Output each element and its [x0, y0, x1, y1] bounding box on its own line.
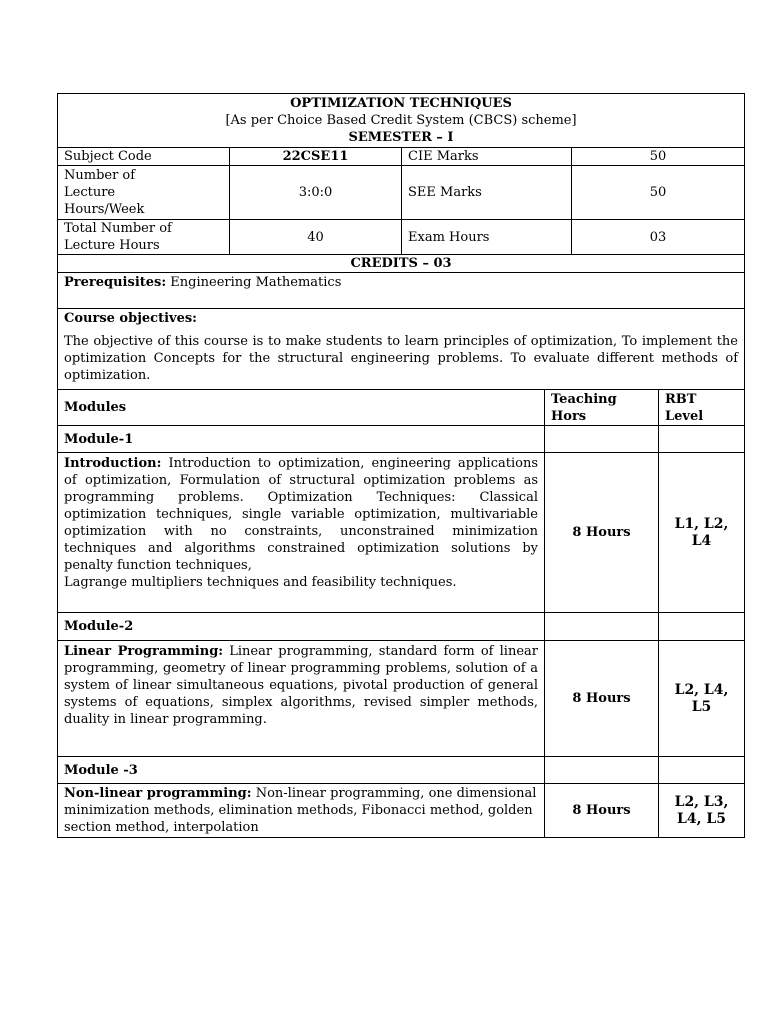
modules-column-header: Modules	[58, 390, 545, 426]
module-1-blank-hours	[545, 426, 659, 453]
module-1-blank-rbt	[659, 426, 745, 453]
info-table	[57, 93, 745, 390]
module-3-topic: Non-linear programming:	[64, 786, 252, 801]
module-3-text: Non-linear programming, one dimensional minimization methods, elimination methods, Fibonacci method, golden section method, interpolation	[64, 786, 537, 835]
module-3-blank-hours	[545, 757, 659, 784]
module-3-content	[58, 784, 545, 838]
see-value: 50	[572, 166, 745, 220]
prerequisites-cell	[58, 273, 745, 309]
course-title: OPTIMIZATION TECHNIQUES	[290, 96, 512, 111]
module-1-title: Module-1	[58, 426, 545, 453]
module-1-rbt: L1, L2, L4	[659, 453, 745, 613]
module-2-text: Linear programming, standard form of linear programming, geometry of linear programming problems, solution of a system of linear simultaneous equations, pivotal production of general systems of equations, simplex algorithms, revised simpler methods, duality in linear programming.	[64, 644, 538, 727]
exam-hours-value: 03	[572, 220, 745, 255]
module-2-title: Module-2	[58, 613, 545, 641]
module-2-content	[58, 641, 545, 757]
lecture-hours-value: 3:0:0	[230, 166, 402, 220]
teaching-column-header: Teaching Hors	[545, 390, 659, 426]
scheme-text: [As per Choice Based Credit System (CBCS) scheme]	[225, 113, 577, 128]
subject-code-value: 22CSE11	[230, 148, 402, 166]
syllabus-page	[57, 93, 744, 838]
module-1-text: Introduction to optimization, engineering applications of optimization, Formulation of structural optimization problems as programming problems. Optimization Techniques: Classical optimization techniques, single variable optimization, multivariable optimization with no constraints, unconstrained minimization techniques and algorithms constrained optimization solutions by penalty function techniques,	[64, 456, 538, 573]
rbt-column-header: RBT Level	[659, 390, 745, 426]
modules-table	[57, 389, 745, 838]
module-3-title: Module -3	[58, 757, 545, 784]
course-header	[58, 94, 745, 148]
lecture-hours-label: Number of Lecture Hours/Week	[58, 166, 230, 220]
exam-hours-label: Exam Hours	[402, 220, 572, 255]
total-hours-value: 40	[230, 220, 402, 255]
module-1-text-2: Lagrange multipliers techniques and feasibility techniques.	[64, 575, 457, 590]
cie-label: CIE Marks	[402, 148, 572, 166]
module-2-rbt: L2, L4, L5	[659, 641, 745, 757]
objectives-text: The objective of this course is to make students to learn principles of optimization, To implement the optimization Concepts for the structural engineering problems. To evaluate different methods of optimization.	[64, 334, 739, 383]
prerequisites-label: Prerequisites:	[64, 275, 167, 290]
objectives-label: Course objectives:	[64, 311, 197, 326]
module-3-blank-rbt	[659, 757, 745, 784]
credits-row: CREDITS – 03	[58, 255, 745, 273]
subject-code-label: Subject Code	[58, 148, 230, 166]
module-2-topic: Linear Programming:	[64, 644, 224, 659]
module-2-blank-rbt	[659, 613, 745, 641]
prerequisites-text: Engineering Mathematics	[170, 275, 342, 290]
module-2-hours: 8 Hours	[545, 641, 659, 757]
module-1-content	[58, 453, 545, 613]
objectives-cell	[58, 309, 745, 390]
module-1-topic: Introduction:	[64, 456, 162, 471]
module-2-blank-hours	[545, 613, 659, 641]
cie-value: 50	[572, 148, 745, 166]
module-3-rbt: L2, L3, L4, L5	[659, 784, 745, 838]
module-3-hours: 8 Hours	[545, 784, 659, 838]
semester-text: SEMESTER – I	[348, 130, 454, 145]
total-hours-label: Total Number of Lecture Hours	[58, 220, 230, 255]
see-label: SEE Marks	[402, 166, 572, 220]
module-1-hours: 8 Hours	[545, 453, 659, 613]
